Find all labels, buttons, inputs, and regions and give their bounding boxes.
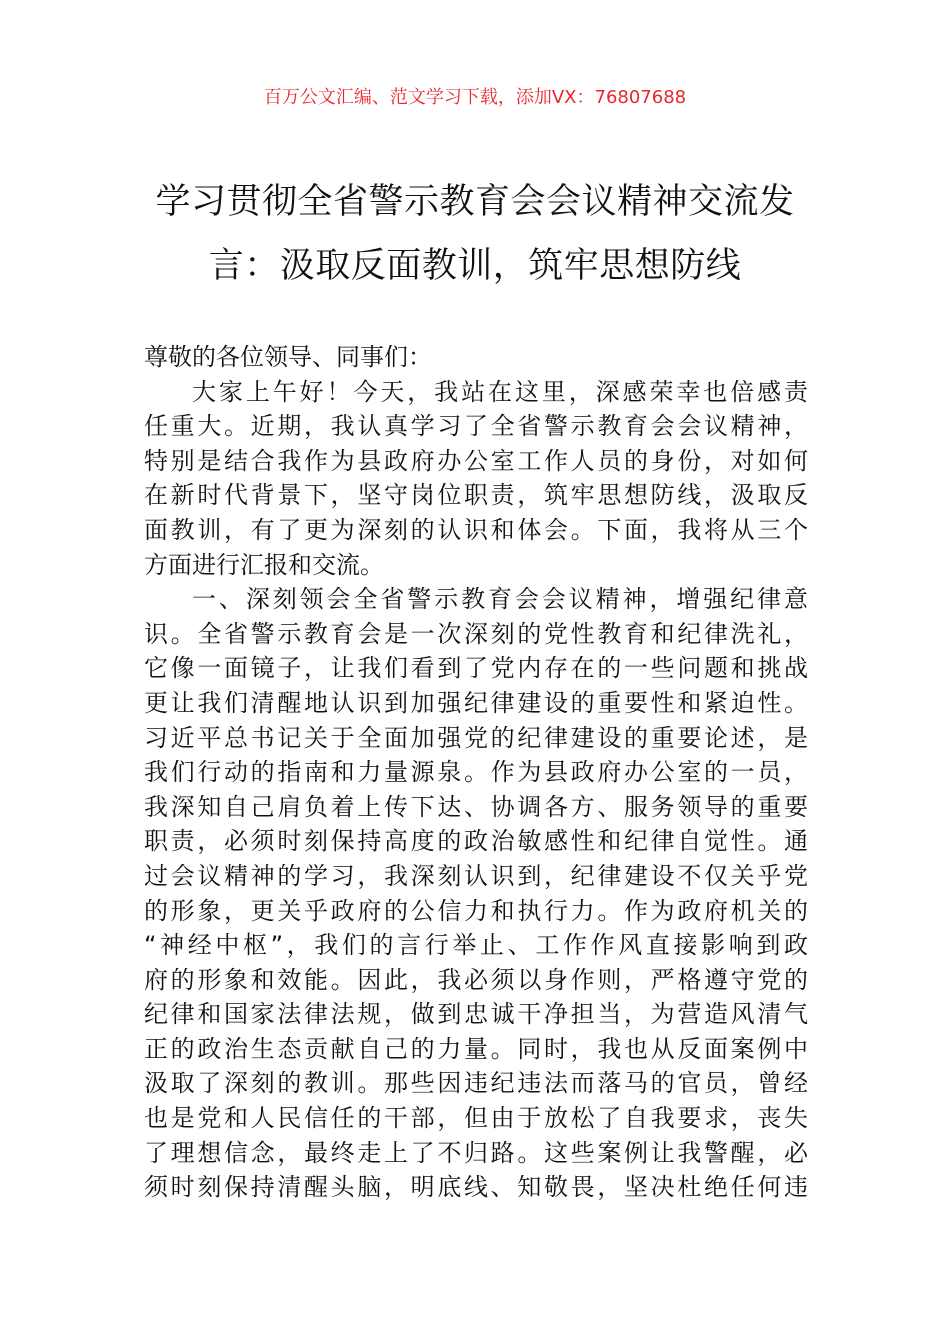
paragraph-line: 须时刻保持清醒头脑，明底线、知敬畏，坚决杜绝任何违: [144, 1173, 808, 1202]
section-heading-line: 一、深刻领会全省警示教育会会议精神，增强纪律意: [192, 585, 808, 614]
paragraph-line: 更让我们清醒地认识到加强纪律建设的重要性和紧迫性。: [144, 688, 808, 717]
paragraph-line: 在新时代背景下，坚守岗位职责，筑牢思想防线，汲取反: [144, 481, 808, 510]
paragraph-line: 方面进行汇报和交流。: [144, 550, 384, 579]
paragraph-line: 特别是结合我作为县政府办公室工作人员的身份，对如何: [144, 446, 808, 475]
paragraph-line: 我们行动的指南和力量源泉。作为县政府办公室的一员，: [144, 758, 808, 787]
paragraph-line: 的形象，更关乎政府的公信力和执行力。作为政府机关的: [144, 896, 808, 925]
paragraph-line: 汲取了深刻的教训。那些因违纪违法而落马的官员，曾经: [144, 1069, 808, 1098]
paragraph-line: 任重大。近期，我认真学习了全省警示教育会会议精神，: [144, 412, 808, 441]
greeting-line: 尊敬的各位领导、同事们：: [144, 343, 432, 371]
title-line-2: 言：汲取反面教训，筑牢思想防线: [208, 246, 742, 286]
document-title: [130, 170, 820, 298]
paragraph-line: 也是党和人民信任的干部，但由于放松了自我要求，丧失: [144, 1104, 808, 1133]
promo-banner: 百万公文汇编、范文学习下载，添加VX：76807688: [263, 87, 687, 108]
paragraph-line: 识。全省警示教育会是一次深刻的党性教育和纪律洗礼，: [144, 619, 808, 648]
paragraph-line: 它像一面镜子，让我们看到了党内存在的一些问题和挑战: [144, 654, 808, 683]
paragraph-line: 职责，必须时刻保持高度的政治敏感性和纪律自觉性。通: [144, 827, 808, 856]
paragraph-line: 习近平总书记关于全面加强党的纪律建设的重要论述，是: [144, 723, 808, 752]
paragraph-line: 过会议精神的学习，我深刻认识到，纪律建设不仅关乎党: [144, 861, 808, 890]
document-body: [144, 340, 808, 1205]
title-line-1: 学习贯彻全省警示教育会会议精神交流发: [155, 182, 795, 222]
paragraph-line: 正的政治生态贡献自己的力量。同时，我也从反面案例中: [144, 1034, 808, 1063]
paragraph-line: 府的形象和效能。因此，我必须以身作则，严格遵守党的: [144, 965, 808, 994]
paragraph-line: 面教训，有了更为深刻的认识和体会。下面，我将从三个: [144, 515, 808, 544]
paragraph-line: 纪律和国家法律法规，做到忠诚干净担当，为营造风清气: [144, 1000, 808, 1029]
paragraph-line: 了理想信念，最终走上了不归路。这些案例让我警醒，必: [144, 1138, 808, 1167]
paragraph-line: “神经中枢”，我们的言行举止、工作作风直接影响到政: [144, 931, 808, 960]
paragraph-line: 大家上午好！今天，我站在这里，深感荣幸也倍感责: [192, 377, 808, 406]
paragraph-line: 我深知自己肩负着上传下达、协调各方、服务领导的重要: [144, 792, 808, 821]
